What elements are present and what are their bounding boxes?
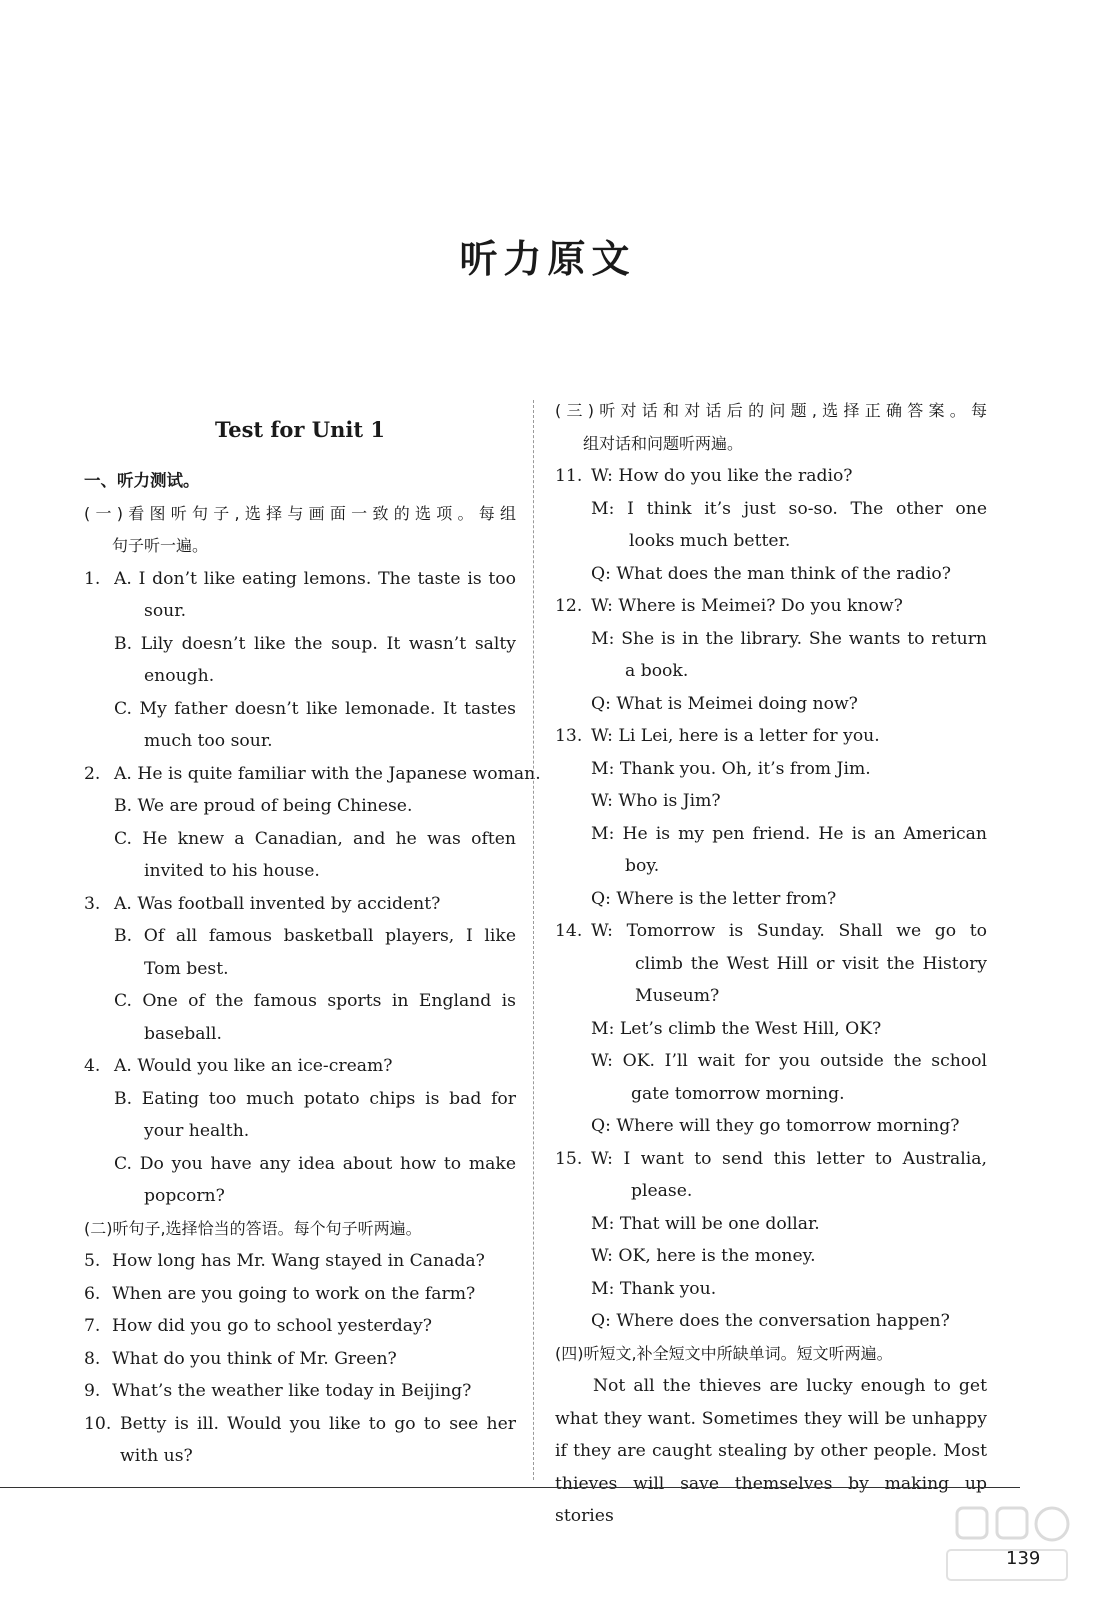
line-text: if they are caught stealing by other people. Most <box>555 1441 987 1461</box>
line-text: M: She is in the library. She wants to return <box>591 628 987 649</box>
text-line <box>555 1110 987 1143</box>
text-line <box>84 985 516 1018</box>
text-line <box>84 1115 516 1148</box>
line-text: Q: Where is the letter from? <box>591 888 837 909</box>
text-line <box>84 660 516 693</box>
line-text: C. My father doesn’t like lemonade. It tastes <box>114 698 516 719</box>
text-line <box>84 1180 516 1213</box>
text-line <box>84 1245 516 1278</box>
item-number: 13. <box>555 726 583 746</box>
line-text: Q: What is Meimei doing now? <box>591 693 858 714</box>
item-number: 14. <box>555 921 583 941</box>
text-line <box>84 725 516 758</box>
text-line <box>555 1370 987 1403</box>
line-text: B. Eating too much potato chips is bad for <box>114 1088 516 1109</box>
line-text: What’s the weather like today in Beijing? <box>112 1381 472 1401</box>
line-text: Tom best. <box>144 958 229 979</box>
text-line <box>555 850 987 883</box>
text-line <box>555 883 987 916</box>
line-text: Q: Where will they go tomorrow morning? <box>591 1116 960 1136</box>
text-line <box>555 915 987 948</box>
text-line <box>555 753 987 786</box>
text-line <box>555 1403 987 1436</box>
item-number: 1. <box>84 568 101 589</box>
line-text: C. He knew a Canadian, and he was often <box>114 828 516 849</box>
line-text: popcorn? <box>144 1186 225 1206</box>
text-line <box>84 1213 516 1246</box>
text-line <box>555 1435 987 1468</box>
text-line <box>555 948 987 981</box>
text-line <box>555 1468 987 1526</box>
text-line <box>84 1018 516 1051</box>
item-number: 10. <box>84 1413 112 1434</box>
text-line <box>84 595 516 628</box>
right-column <box>555 395 987 1526</box>
line-text: M: Let’s climb the West Hill, OK? <box>591 1018 882 1039</box>
line-text: thieves will save themselves by making up stories <box>555 1473 987 1526</box>
line-text: B. Of all famous basketball players, I like <box>114 926 516 946</box>
text-line <box>84 628 516 661</box>
line-text: M: That will be one dollar. <box>591 1213 820 1234</box>
text-line <box>555 1078 987 1111</box>
item-number: 15. <box>555 1148 583 1169</box>
text-line <box>555 525 987 558</box>
line-text: W: How do you like the radio? <box>591 466 853 486</box>
line-text: W: Tomorrow is Sunday. Shall we go to <box>591 921 987 941</box>
item-number: 5. <box>84 1251 101 1271</box>
line-text: sour. <box>144 601 187 621</box>
line-text: what they want. Sometimes they will be unhappy <box>555 1408 987 1429</box>
line-text: Not all the thieves are lucky enough to get <box>593 1376 987 1396</box>
text-line <box>84 498 516 531</box>
item-number: 9. <box>84 1381 101 1401</box>
line-text: much too sour. <box>144 731 273 751</box>
line-text: Q: What does the man think of the radio? <box>591 563 951 584</box>
column-divider <box>533 400 534 1480</box>
line-text: How long has Mr. Wang stayed in Canada? <box>112 1251 485 1271</box>
line-text: B. We are proud of being Chinese. <box>114 796 413 816</box>
text-line <box>555 428 987 461</box>
instruction-text: 句子听一遍。 <box>112 536 209 555</box>
text-line <box>555 1175 987 1208</box>
text-line <box>555 1143 987 1176</box>
text-line <box>555 1045 987 1078</box>
text-line <box>84 758 541 791</box>
text-line <box>84 1278 516 1311</box>
line-text: What do you think of Mr. Green? <box>112 1348 397 1369</box>
text-line <box>84 823 516 856</box>
item-number: 12. <box>555 596 583 616</box>
text-line <box>84 465 516 498</box>
item-number: 3. <box>84 893 101 914</box>
line-text: gate tomorrow morning. <box>631 1083 845 1104</box>
text-line <box>84 563 516 596</box>
item-number: 2. <box>84 763 101 784</box>
text-line <box>84 1148 516 1181</box>
line-text: M: Thank you. <box>591 1278 717 1299</box>
watermark-logo-icon <box>927 1500 1077 1590</box>
line-text: A. He is quite familiar with the Japanese woman. <box>114 763 541 784</box>
text-line <box>84 530 516 563</box>
text-line <box>84 888 516 921</box>
line-text: invited to his house. <box>144 861 320 881</box>
right-lines <box>555 395 987 1526</box>
text-line <box>84 855 516 888</box>
text-line <box>555 1338 987 1371</box>
instruction-text: (三)听对话和对话后的问题,选择正确答案。每 <box>555 401 987 420</box>
text-line <box>555 493 987 526</box>
section-heading: 一、听力测试。 <box>84 471 200 490</box>
instruction-text: (四)听短文,补全短文中所缺单词。短文听两遍。 <box>555 1343 893 1363</box>
line-text: Betty is ill. Would you like to go to see her <box>120 1413 516 1434</box>
line-text: baseball. <box>144 1023 222 1044</box>
text-line <box>555 655 987 688</box>
text-line <box>555 1273 987 1306</box>
text-line <box>555 980 987 1013</box>
line-text: W: I want to send this letter to Australia, <box>591 1148 987 1169</box>
text-line <box>84 1310 516 1343</box>
text-line <box>555 460 987 493</box>
text-line <box>84 693 516 726</box>
text-line <box>555 688 987 721</box>
text-line <box>555 1240 987 1273</box>
text-line <box>84 1375 516 1408</box>
line-text: climb the West Hill or visit the History <box>635 953 987 974</box>
item-number: 7. <box>84 1316 101 1336</box>
line-text: A. I don’t like eating lemons. The taste is too <box>114 568 516 589</box>
item-number: 11. <box>555 466 583 486</box>
line-text: Q: Where does the conversation happen? <box>591 1311 950 1331</box>
text-line <box>84 1083 516 1116</box>
line-text: A. Was football invented by accident? <box>114 893 441 914</box>
footer-rule <box>0 1487 1020 1488</box>
line-text: enough. <box>144 666 215 686</box>
line-text: Museum? <box>635 986 720 1006</box>
text-line <box>555 720 987 753</box>
text-line <box>555 785 987 818</box>
line-text: with us? <box>120 1446 193 1466</box>
line-text: M: I think it’s just so-so. The other one <box>591 498 987 519</box>
line-text: your health. <box>144 1121 250 1141</box>
line-text: M: Thank you. Oh, it’s from Jim. <box>591 758 871 779</box>
instruction-text: (一)看图听句子,选择与画面一致的选项。每组 <box>84 503 516 523</box>
item-number: 6. <box>84 1283 101 1304</box>
text-line <box>555 1208 987 1241</box>
line-text: C. One of the famous sports in England is <box>114 991 516 1011</box>
item-number: 8. <box>84 1348 101 1369</box>
line-text: C. Do you have any idea about how to make <box>114 1153 516 1174</box>
text-line <box>84 953 516 986</box>
page-title: 听力原文 <box>459 236 636 281</box>
line-text: A. Would you like an ice-cream? <box>114 1056 393 1076</box>
line-text: W: OK, here is the money. <box>591 1246 816 1266</box>
line-text: B. Lily doesn’t like the soup. It wasn’t salty <box>114 633 516 654</box>
text-line <box>84 1408 516 1441</box>
text-line <box>555 818 987 851</box>
line-text: W: Li Lei, here is a letter for you. <box>591 726 880 746</box>
unit-title: Test for Unit 1 <box>214 417 385 442</box>
text-line <box>84 920 516 953</box>
left-lines <box>84 465 541 1473</box>
left-column <box>84 395 541 1473</box>
text-line <box>84 790 516 823</box>
instruction-text: 组对话和问题听两遍。 <box>583 433 744 453</box>
line-text: How did you go to school yesterday? <box>112 1316 432 1336</box>
text-line <box>84 1050 516 1083</box>
text-line <box>555 1305 987 1338</box>
instruction-text: (二)听句子,选择恰当的答语。每个句子听两遍。 <box>84 1218 422 1238</box>
text-line <box>84 1440 516 1473</box>
line-text: W: Who is Jim? <box>591 791 721 811</box>
text-line <box>555 558 987 591</box>
text-line <box>84 1343 516 1376</box>
line-text: When are you going to work on the farm? <box>112 1283 476 1304</box>
line-text: W: OK. I’ll wait for you outside the school <box>591 1051 987 1071</box>
text-line <box>555 1013 987 1046</box>
line-text: boy. <box>625 856 660 876</box>
line-text: looks much better. <box>629 531 791 551</box>
line-text: M: He is my pen friend. He is an American <box>591 823 987 844</box>
text-line <box>555 395 987 428</box>
line-text: please. <box>631 1181 693 1201</box>
page-number: 139 <box>1006 1548 1041 1569</box>
text-line <box>555 623 987 656</box>
line-text: W: Where is Meimei? Do you know? <box>591 596 903 616</box>
text-line <box>555 590 987 623</box>
item-number: 4. <box>84 1056 101 1076</box>
line-text: a book. <box>625 661 689 681</box>
